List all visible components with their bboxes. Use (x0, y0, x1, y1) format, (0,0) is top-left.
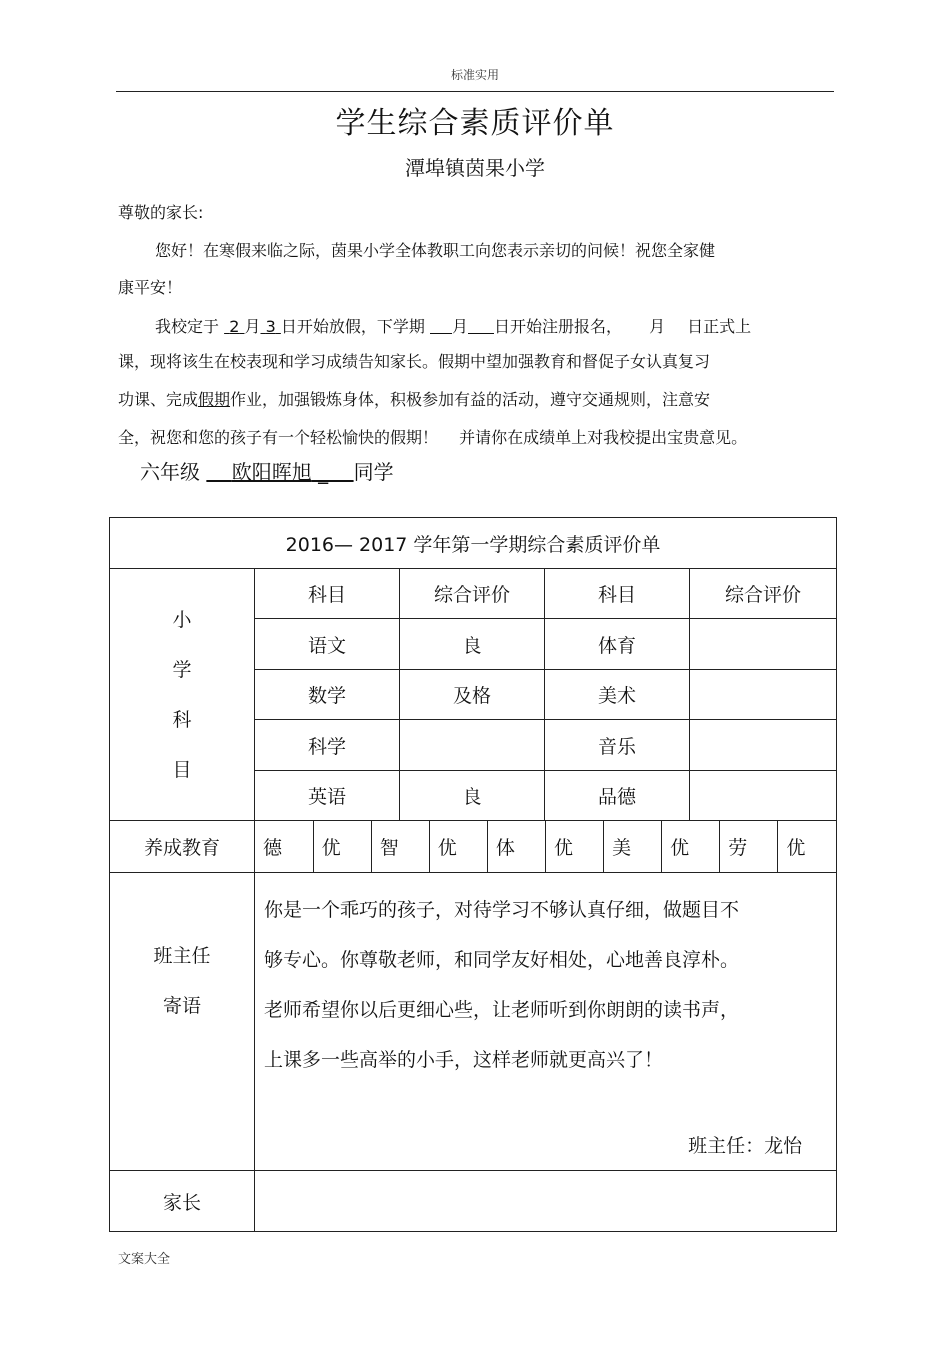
student-name: 欧阳晖旭 _ (231, 460, 354, 484)
teacher-comment-label: 班主任 寄语 (110, 873, 255, 1171)
salutation: 尊敬的家长: (118, 203, 204, 222)
eval-cell (400, 720, 545, 771)
letter-para2-line4: 全，祝您和您的孩子有一个轻松愉快的假期！ 并请你在成绩单上对我校提出宝贵意见。 (118, 428, 748, 447)
habit-key: 德 (255, 821, 313, 872)
teacher-signature: 班主任：龙怡 (688, 1135, 803, 1157)
habit-value: 优 (429, 821, 487, 872)
holiday-start-month: 2 (229, 317, 240, 336)
teacher-comment: 你是一个乖巧的孩子，对待学习不够认真仔细，做题目不 够专心。你尊敬老师，和同学友好相处，心地善良淳朴。 老师希望你以后更细心些，让老师听到你朗朗的读书声， 上课多一些高举的小手，这样老师就更高兴了！ 班主任：龙怡 (255, 873, 837, 1171)
header-rule (116, 91, 834, 92)
habit-value: 优 (662, 821, 720, 872)
habit-key: 美 (604, 821, 662, 872)
para2-prefix: 我校定于 (155, 317, 220, 336)
habits-label: 养成教育 (110, 821, 255, 873)
subject-cell: 数学 (255, 670, 400, 720)
register-day-blank (468, 317, 494, 334)
evaluation-table (109, 517, 837, 1232)
header-eval-1: 综合评价 (400, 569, 545, 619)
subject-cell: 科学 (255, 720, 400, 771)
eval-cell: 及格 (400, 670, 545, 720)
page-header: 标准实用 (450, 68, 499, 82)
habit-key: 劳 (720, 821, 778, 872)
subject-cell: 英语 (255, 771, 400, 821)
student-grade: 六年级 (140, 460, 200, 484)
eval-cell (690, 771, 837, 821)
header-subject-1: 科目 (255, 569, 400, 619)
letter-para1-line2: 康平安！ (118, 278, 183, 297)
month-unit: 月 (244, 317, 261, 336)
eval-cell: 良 (400, 771, 545, 821)
habit-key: 体 (487, 821, 545, 872)
eval-cell (690, 619, 837, 670)
subject-cell: 语文 (255, 619, 400, 670)
habit-key: 智 (371, 821, 429, 872)
parent-comment (255, 1171, 837, 1232)
letter-para2-line2: 课，现将该生在校表现和学习成绩告知家长。假期中望加强教育和督促子女认真复习 (118, 352, 711, 371)
subject-cell: 音乐 (545, 720, 690, 771)
header-subject-2: 科目 (545, 569, 690, 619)
register-month-blank (430, 317, 452, 334)
habit-value: 优 (786, 837, 806, 859)
holiday-underlined: 假期 (198, 390, 231, 409)
para2-suffix: 日正式上 (687, 317, 752, 336)
habits-row (255, 821, 837, 873)
school-name: 潭埠镇茵果小学 (405, 156, 545, 180)
page-footer: 文案大全 (118, 1252, 171, 1267)
habit-value: 优 (545, 821, 603, 872)
letter-para2-line1 (155, 314, 751, 337)
student-suffix: 同学 (353, 460, 394, 484)
header-eval-2: 综合评价 (690, 569, 837, 619)
para2-mid4: 日开始注册报名， (494, 317, 623, 336)
month-unit-2: 月 (451, 317, 468, 336)
eval-cell (690, 720, 837, 771)
subject-cell: 体育 (545, 619, 690, 670)
document-title: 学生综合素质评价单 (335, 106, 615, 141)
parent-label: 家长 (110, 1171, 255, 1232)
para2-mid: 日开始放假，下学期 (280, 317, 425, 336)
subject-cell: 品德 (545, 771, 690, 821)
eval-cell: 良 (400, 619, 545, 670)
holiday-start-day: 3 (265, 317, 276, 336)
letter-para2-line3: 功课、完成假期作业，加强锻炼身体，积极参加有益的活动，遵守交通规则，注意安 (118, 390, 711, 409)
letter-para1-line1: 您好！在寒假来临之际，茵果小学全体教职工向您表示亲切的问候！祝您全家健 (155, 241, 716, 260)
eval-cell (690, 670, 837, 720)
subjects-section-label: 小 学 科 目 (110, 569, 255, 821)
student-line (140, 456, 394, 485)
table-caption: 2016— 2017 学年第一学期综合素质评价单 (110, 518, 837, 569)
habit-value: 优 (313, 821, 371, 872)
month-unit-3: 月 (649, 317, 666, 336)
subject-cell: 美术 (545, 670, 690, 720)
